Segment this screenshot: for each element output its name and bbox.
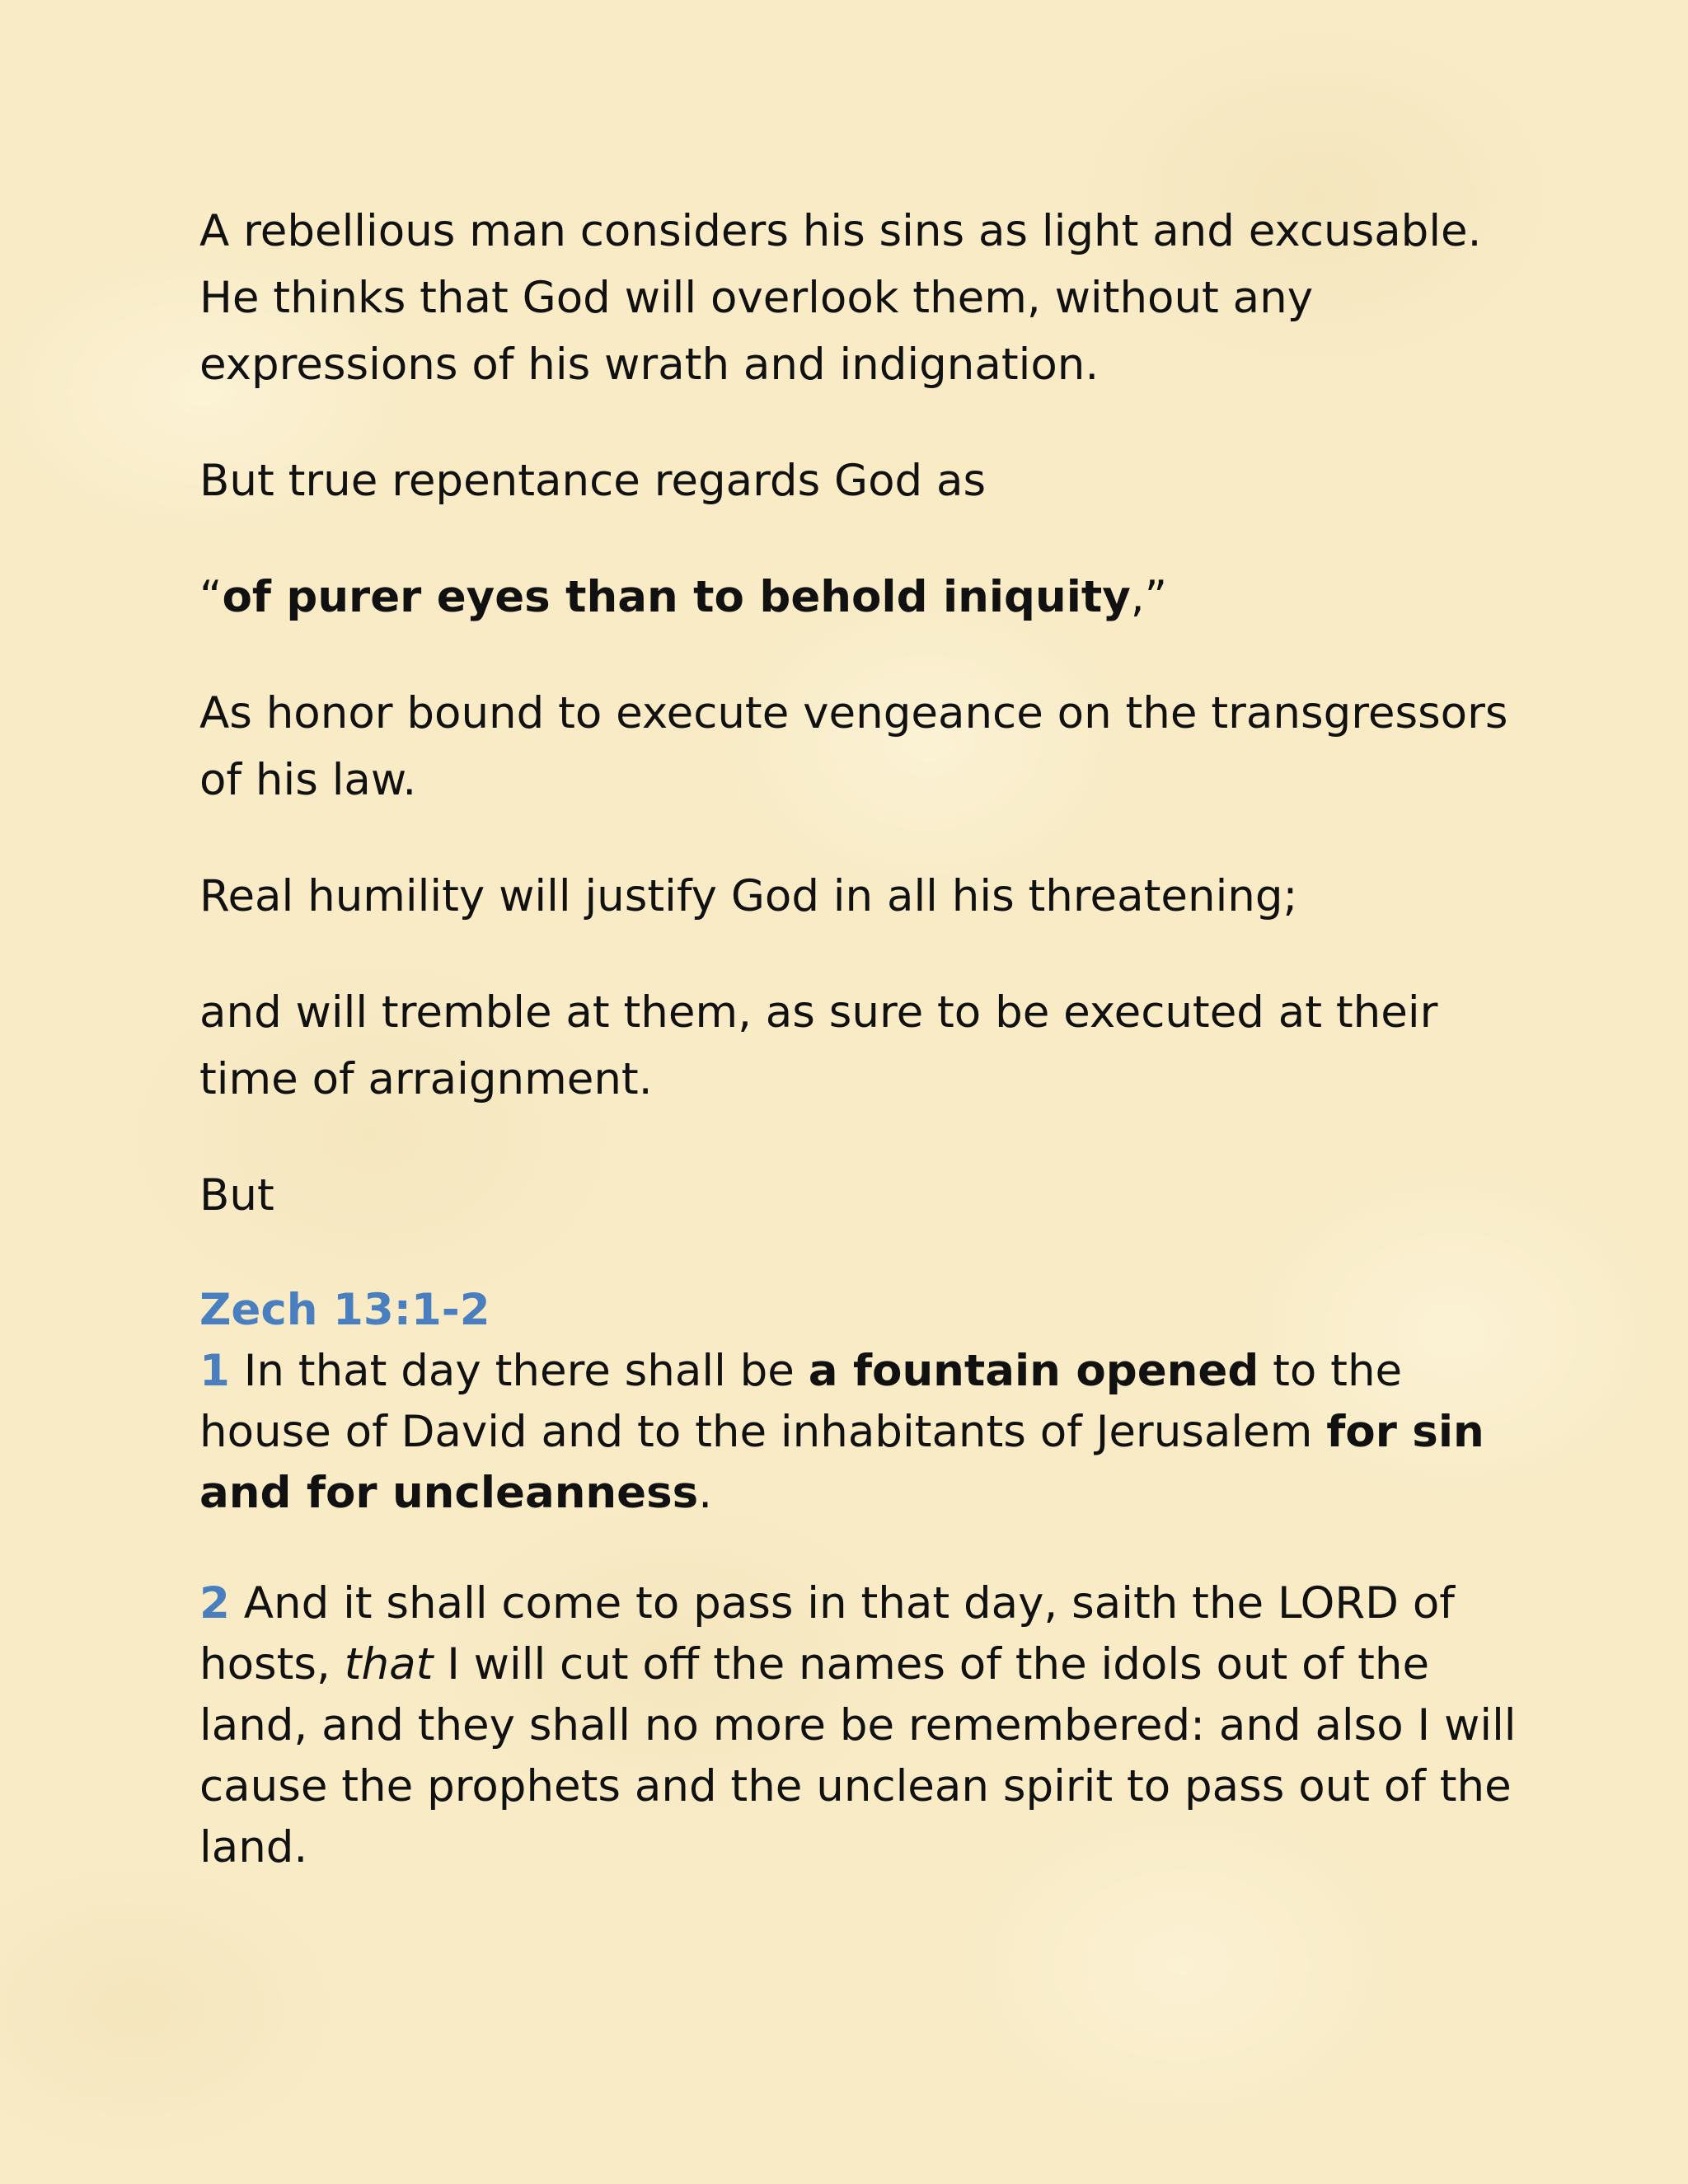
verse-1-bold-b: for sin and for uncleanness bbox=[199, 1407, 1484, 1518]
quote-close-mark: ,” bbox=[1130, 572, 1168, 622]
document-body bbox=[199, 198, 1518, 1878]
verse-2-text-a: And it shall come to pass in that day, saith the LORD of hosts, bbox=[199, 1578, 1455, 1690]
verse-number-2: 2 bbox=[199, 1578, 230, 1629]
intro-paragraph: A rebellious man considers his sins as light and excusable. He thinks that God will overlook them, without any expressions of his wrath and indignation. bbox=[199, 206, 1482, 390]
honor-bound-paragraph: As honor bound to execute vengeance on the transgressors of his law. bbox=[199, 688, 1508, 805]
tremble-paragraph: and will tremble at them, as sure to be executed at their time of arraignment. bbox=[199, 987, 1438, 1104]
verse-1 bbox=[199, 1341, 1518, 1524]
quote-bold-text: of purer eyes than to behold iniquity bbox=[222, 572, 1131, 622]
verse-number-1: 1 bbox=[199, 1346, 230, 1396]
quote-open-mark: “ bbox=[199, 572, 223, 622]
verse-1-bold-a: a fountain opened bbox=[808, 1346, 1259, 1396]
humility-paragraph: Real humility will justify God in all his threatening; bbox=[199, 871, 1298, 921]
scripture-block bbox=[199, 1280, 1518, 1878]
verse-1-text-b: to the house of David and to the inhabitants of Jerusalem bbox=[199, 1346, 1403, 1457]
verse-1-text-a: In that day there shall be bbox=[229, 1346, 809, 1396]
verse-1-text-c: . bbox=[698, 1468, 713, 1518]
verse-2-italic: that bbox=[344, 1639, 434, 1690]
quote-paragraph bbox=[199, 564, 1518, 630]
verse-2-text-b: I will cut off the names of the idols out of the land, and they shall no more be remembered: and also I will cause the prophets and the unclean spirit to pass out of the land. bbox=[199, 1639, 1517, 1872]
but-paragraph: But bbox=[199, 1170, 274, 1221]
verse-2 bbox=[199, 1573, 1518, 1878]
scripture-reference: Zech 13:1-2 bbox=[199, 1285, 490, 1335]
repentance-paragraph: But true repentance regards God as bbox=[199, 456, 987, 506]
